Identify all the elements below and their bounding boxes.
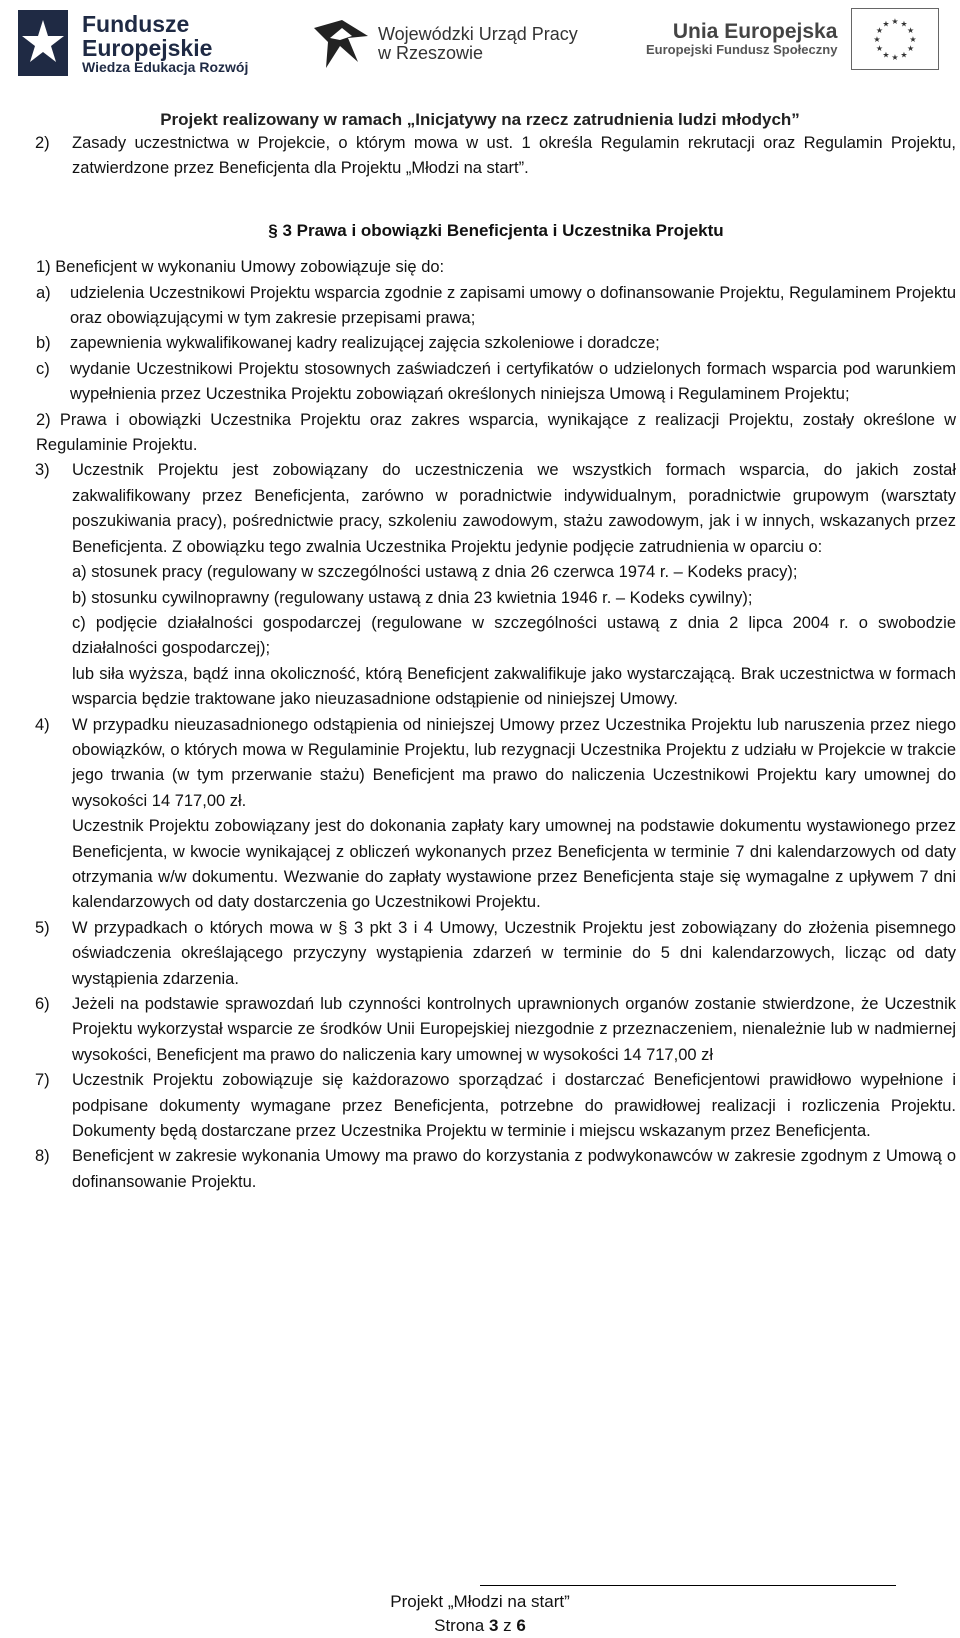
eu-star-icon: ★ <box>900 50 909 60</box>
subpoint-3a <box>36 560 956 585</box>
paragraph-text: Jeżeli na podstawie sprawozdań lub czynności kontrolnych uprawnionych organów zostanie stwierdzone, że Uczestnik Projektu wykorzystał wsparcie ze środków Unii Europejskiej niezgodnie z przeznaczeniem, nienależnie lub w nadmiernej wysokości, Beneficjent ma prawo do naliczenia kary umownej w wysokości 14 717,00 zł <box>72 995 956 1064</box>
paragraph-4 <box>36 713 956 815</box>
eu-star-icon: ★ <box>907 44 915 53</box>
list-letter: a) <box>72 563 87 582</box>
subpoint-text: stosunku cywilnoprawny (regulowany ustawą z dnia 23 kwietnia 1946 r. – Kodeks cywilny); <box>91 588 753 607</box>
subpoint-text: udzielenia Uczestnikowi Projektu wsparcia zgodnie z zapisami umowy o dofinansowanie Projektu, Regulaminem Projektu oraz obowiązującymi w tym zakresie przepisami prawa; <box>70 283 956 328</box>
paragraph-5 <box>36 916 956 992</box>
footer-divider <box>480 1585 896 1586</box>
paragraph-2 <box>36 408 956 459</box>
list-number: 5) <box>35 918 50 937</box>
fe-line2: Europejskie <box>82 34 213 61</box>
subpoint-text: wydanie Uczestnikowi Projektu stosownych zaświadczeń i certyfikatów o udzielonych formach wsparcia pod warunkiem wypełnienia przez Uczestnika Projektu zobowiązań określonych niniejsza Umową i Regulaminem Projektu; <box>70 359 956 404</box>
fe-line3: Wiedza Edukacja Rozwój <box>82 58 249 75</box>
project-line: Projekt realizowany w ramach „Inicjatywy na rzecz zatrudnienia ludzi młodych” <box>160 110 800 129</box>
paragraph-3-continued <box>36 662 956 713</box>
subpoint-text: podjęcie działalności gospodarczej (regulowane w szczególności ustawą z dnia 2 lipca 2004 r. o swobodzie działalności gospodarczej); <box>72 613 956 658</box>
eu-star-icon: ★ <box>876 26 884 35</box>
wup-rzeszow-logo <box>312 16 578 72</box>
fundusze-europejskie-logo <box>14 6 248 80</box>
eu-star-icon: ★ <box>900 19 909 29</box>
list-letter: b) <box>72 588 87 607</box>
list-number: 2) <box>35 134 50 152</box>
eu-star-icon: ★ <box>909 35 918 44</box>
paragraph-text: lub siła wyższa, bądź inna okoliczność, którą Beneficjent zakwalifikuje jako wystarczającą. Brak uczestnictwa w formach wsparcia będzie traktowane jako nieuzasadnione odstąpienie od niniejszej Umowy. <box>72 664 956 709</box>
list-letter: c) <box>72 613 86 632</box>
paragraph-7 <box>36 1068 956 1144</box>
eu-flag-icon <box>851 8 939 70</box>
page-footer <box>0 1590 960 1638</box>
page-sep: z <box>503 1616 512 1635</box>
subpoint-3c <box>36 611 956 662</box>
wup-bird-icon <box>312 16 370 72</box>
page-number <box>0 1614 960 1638</box>
page-total: 6 <box>516 1616 526 1635</box>
paragraph-1 <box>36 255 956 280</box>
paragraph-text: Prawa i obowiązki Uczestnika Projektu oraz zakres wsparcia, wynikające z realizacji Projektu, zostały określone w Regulaminie Projektu. <box>36 410 956 455</box>
list-number: 1) <box>36 258 51 277</box>
section-heading: § 3 Prawa i obowiązki Beneficjenta i Uczestnika Projektu <box>268 220 724 240</box>
paragraph-8 <box>36 1144 956 1195</box>
footer-project: Projekt „Młodzi na start” <box>390 1592 570 1611</box>
subpoint-1a <box>36 281 956 332</box>
eu-star-icon: ★ <box>882 50 891 60</box>
paragraph-6 <box>36 992 956 1068</box>
page-header <box>0 0 960 100</box>
eu-star-icon: ★ <box>882 19 891 29</box>
list-letter: a) <box>36 283 51 302</box>
unia-europejska-logo <box>646 8 939 70</box>
paragraph-prev-2 <box>36 131 956 182</box>
ue-line2: Europejski Fundusz Społeczny <box>646 42 838 58</box>
list-letter: c) <box>36 359 50 378</box>
eu-star-icon: ★ <box>891 53 900 62</box>
paragraph-text: Beneficjent w wykonaniu Umowy zobowiązuje się do: <box>55 258 445 277</box>
list-number: 7) <box>35 1071 50 1090</box>
paragraph-text: W przypadkach o których mowa w § 3 pkt 3 i 4 Umowy, Uczestnik Projektu jest zobowiązany do złożenia pisemnego oświadczenia określającego przyczyny wystąpienia zdarzeń w terminie do 5 dni kalendarzowych, licząc od daty wystąpienia zdarzenia. <box>72 918 956 988</box>
subpoint-text: stosunek pracy (regulowany w szczególności ustawą z dnia 26 czerwca 1974 r. – Kodeks pracy); <box>91 563 798 582</box>
paragraph-text: W przypadku nieuzasadnionego odstąpienia od niniejszej Umowy przez Uczestnika Projektu lub naruszenia przez niego obowiązków, o których mowa w Regulaminie Projektu, lub rezygnacji Uczestnika Projektu z udziału w Projekcie w trakcie jego trwania (w tym przerwanie stażu) Beneficjent ma prawo do naliczenia Uczestnikowi Projektu kary umownej do wysokości 14 717,00 zł. <box>72 715 956 810</box>
list-number: 3) <box>35 461 50 480</box>
paragraph-text: Uczestnik Projektu zobowiązany jest do dokonania zapłaty kary umownej na podstawie dokumentu wystawionego przez Beneficjenta, w kwocie wynikającej z obliczeń wykonanych przez Beneficjenta w terminie 7 dni kalendarzowych od daty otrzymania w/w dokumentu. Wezwanie do zapłaty wystawione przez Beneficjenta staje się wymagalne z upływem 7 dni kalendarzowych od daty dostarczenia go Uczestnikowi Projektu. <box>72 817 956 912</box>
eu-star-icon: ★ <box>873 35 882 44</box>
wup-line1: Wojewódzki Urząd Pracy <box>378 24 578 45</box>
fe-star-icon <box>14 6 72 80</box>
eu-star-icon: ★ <box>891 17 900 26</box>
paragraph-text: Beneficjent w zakresie wykonania Umowy ma prawo do korzystania z podwykonawców w zakresie zgodnym z Umową o dofinansowanie Projektu. <box>72 1147 956 1191</box>
eu-star-icon: ★ <box>907 26 915 35</box>
ue-line1: Unia Europejska <box>672 20 838 44</box>
subpoint-text: zapewnienia wykwalifikowanej kadry realizującej zajęcia szkoleniowe i doradcze; <box>70 334 660 353</box>
eu-star-icon: ★ <box>876 44 884 53</box>
paragraph-3 <box>36 458 956 560</box>
page-prefix: Strona <box>434 1616 485 1635</box>
subpoint-1b <box>36 331 956 356</box>
list-number: 4) <box>35 715 50 734</box>
wup-line2: w Rzeszowie <box>378 43 484 63</box>
paragraph-text: Zasady uczestnictwa w Projekcie, o którym mowa w ust. 1 określa Regulamin rekrutacji oraz Regulamin Projektu, zatwierdzone przez Beneficjenta dla Projektu „Młodzi na start”. <box>72 134 956 178</box>
paragraph-text: Uczestnik Projektu zobowiązuje się każdorazowo sporządzać i dostarczać Beneficjentowi prawidłowo wypełnione i podpisane dokumenty wymagane przez Beneficjenta, potrzebne do prawidłowej realizacji i rozliczenia Projektu. Dokumenty będą dostarczane przez Uczestnika Projektu w terminie i miejscu wskazanym przez Beneficjenta. <box>72 1071 956 1141</box>
document-body <box>36 131 956 1195</box>
subpoint-3b <box>36 586 956 611</box>
list-number: 8) <box>35 1147 50 1166</box>
fe-line1: Fundusze <box>82 10 190 37</box>
list-letter: b) <box>36 334 51 353</box>
page-current: 3 <box>488 1616 499 1635</box>
subpoint-1c <box>36 357 956 408</box>
list-number: 2) <box>36 410 51 429</box>
list-number: 6) <box>35 995 50 1013</box>
paragraph-4-continued <box>36 814 956 916</box>
paragraph-text: Uczestnik Projektu jest zobowiązany do uczestniczenia we wszystkich formach wsparcia, do jakich został zakwalifikowany przez Beneficjenta, zarówno w poradnictwie indywidualnym, poradnictwie grupowym (warsztaty poszukiwania pracy), pośrednictwie pracy, szkoleniu zawodowym, stażu zawodowym, jak i w innych, wskazanych przez Beneficjenta. Z obowiązku tego zwalnia Uczestnika Projektu jedynie podjęcie zatrudnienia w oparciu o: <box>72 461 956 556</box>
